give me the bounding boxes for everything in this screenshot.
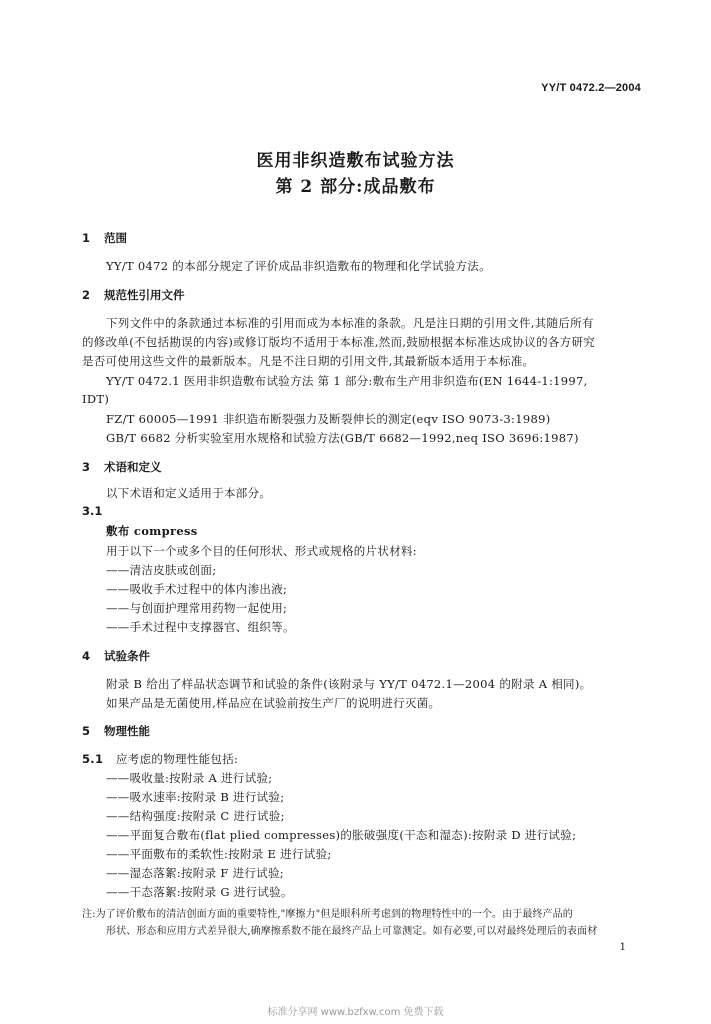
section-heading-2: 2 规范性引用文件 <box>82 288 185 302</box>
list-item: ——平面敷布的柔软性:按附录 E 进行试验; <box>106 847 332 861</box>
section-heading-3: 3 术语和定义 <box>82 460 162 474</box>
list-item: ——干态落絮:按附录 G 进行试验。 <box>106 885 293 899</box>
subsection-5-1: 5.1 应考虑的物理性能包括: <box>82 752 239 766</box>
page-number: 1 <box>619 942 626 953</box>
subsection-number: 3.1 <box>82 504 103 518</box>
normative-reference: YY/T 0472.1 医用非织造敷布试验方法 第 1 部分:敷布生产用非织造布(EN 1644-1:1997, <box>106 374 588 388</box>
section-1-text: YY/T 0472 的本部分规定了评价成品非织造敷布的物理和化学试验方法。 <box>106 259 491 273</box>
term-name: 敷布 compress <box>106 524 198 538</box>
section-3-intro: 以下术语和定义适用于本部分。 <box>106 486 272 500</box>
note-line: 注:为了评价敷布的清洁创面方面的重要特性,"摩擦力"但是眼科所考虑到的物理特性中的一个。由于最终产品的 <box>82 909 573 920</box>
list-item: ——吸收量:按附录 A 进行试验; <box>106 771 273 785</box>
section-2-para-line: 是否可使用这些文件的最新版本。凡是不注日期的引用文件,其最新版本适用于本标准。 <box>82 354 535 368</box>
list-item: ——吸水速率:按附录 B 进行试验; <box>106 790 285 804</box>
list-item: ——清洁皮肤或创面; <box>106 563 217 577</box>
document-title: 医用非织造敷布试验方法 <box>256 151 455 171</box>
section-heading-1: 1 范围 <box>82 231 127 245</box>
section-heading-5: 5 物理性能 <box>82 724 150 738</box>
list-item: ——吸收手术过程中的体内渗出液; <box>106 582 288 596</box>
list-item: ——与创面护理常用药物一起使用; <box>106 601 288 615</box>
list-item: ——手术过程中支撑器官、组织等。 <box>106 620 295 634</box>
normative-reference: IDT) <box>82 392 110 406</box>
list-item: ——平面复合敷布(flat plied compresses)的胀破强度(干态和湿态):按附录 D 进行试验; <box>106 828 577 842</box>
normative-reference: GB/T 6682 分析实验室用水规格和试验方法(GB/T 6682—1992,neq ISO 3696:1987) <box>106 431 579 445</box>
term-definition: 用于以下一个或多个目的任何形状、形式或规格的片状材料: <box>106 544 417 558</box>
note-line: 形状、形态和应用方式差异很大,确摩擦系数不能在最终产品上可靠测定。如有必要,可以对最终处理后的表面材 <box>106 926 598 937</box>
section-2-para-line: 的修改单(不包括勘误的内容)或修订版均不适用于本标准,然而,鼓励根据本标准达成协议的各方研究 <box>82 335 596 349</box>
list-item: ——湿态落絮:按附录 F 进行试验; <box>106 866 284 880</box>
section-2-para-line: 下列文件中的条款通过本标准的引用而成为本标准的条款。凡是注日期的引用文件,其随后所有 <box>106 316 594 330</box>
section-4-text: 如果产品是无菌使用,样品应在试验前按生产厂的说明进行灭菌。 <box>106 696 441 710</box>
document-subtitle: 第 2 部分:成品敷布 <box>275 177 436 197</box>
list-item: ——结构强度:按附录 C 进行试验; <box>106 809 285 823</box>
watermark-footer: 标准分享网 www.bzfxw.com 免费下载 <box>267 1007 444 1018</box>
normative-reference: FZ/T 60005—1991 非织造布断裂强力及断裂伸长的测定(eqv ISO 9073-3:1989) <box>106 412 551 426</box>
section-heading-4: 4 试验条件 <box>82 649 150 663</box>
standard-number: YY/T 0472.2—2004 <box>541 82 641 94</box>
section-4-text: 附录 B 给出了样品状态调节和试验的条件(该附录与 YY/T 0472.1—2004 的附录 A 相同)。 <box>106 677 592 691</box>
